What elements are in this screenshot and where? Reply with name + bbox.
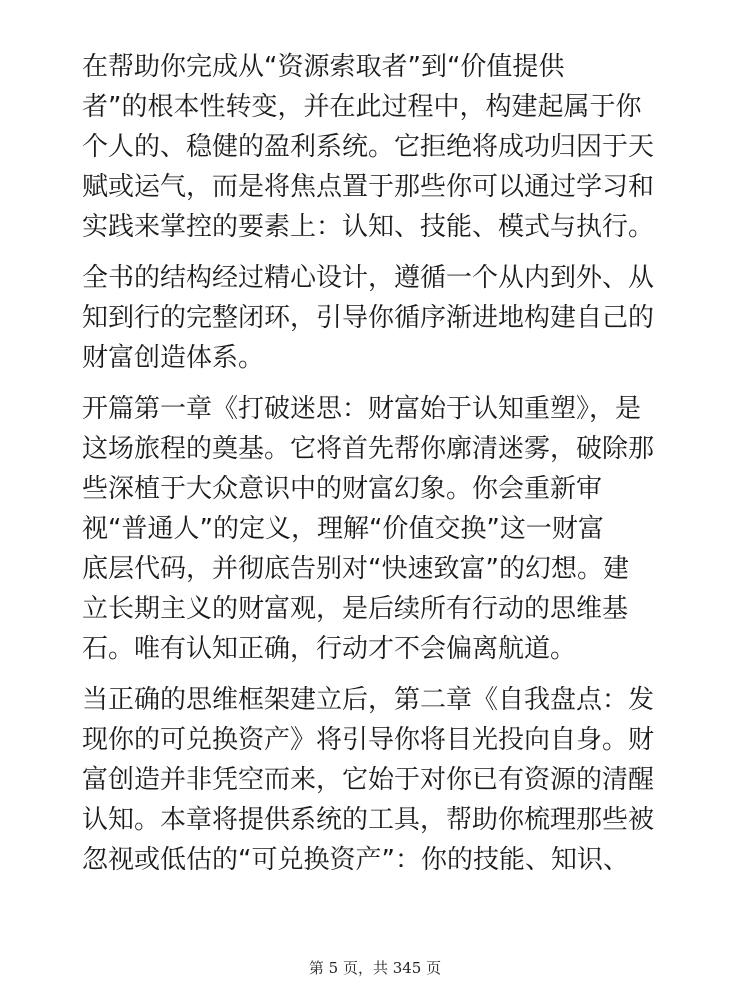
paragraph-1 bbox=[82, 47, 672, 247]
paragraph-3 bbox=[82, 389, 672, 669]
text-line: 这场旅程的奠基。它将首先帮你廓清迷雾，破除那 bbox=[82, 434, 655, 464]
text-line: 认知。本章将提供系统的工具，帮助你梳理那些被 bbox=[82, 805, 655, 835]
text-line: 些深植于大众意识中的财富幻象。你会重新审 bbox=[82, 474, 603, 504]
paragraph-2 bbox=[82, 258, 672, 378]
page-number-footer: 第 5 页，共 345 页 bbox=[308, 959, 442, 977]
text-line: 全书的结构经过精心设计，遵循一个从内到外、从 bbox=[82, 263, 655, 293]
text-line: 开篇第一章《打破迷思：财富始于认知重塑》，是 bbox=[82, 394, 642, 424]
text-line: 忽视或低估的“可兑换资产”：你的技能、知识、 bbox=[82, 845, 629, 875]
body-text bbox=[82, 47, 672, 891]
text-line: 知到行的完整闭环，引导你循序渐进地构建自己的 bbox=[82, 303, 655, 333]
text-line: 现你的可兑换资产》将引导你将目光投向自身。财 bbox=[82, 725, 655, 755]
text-line: 底层代码，并彻底告别对“快速致富”的幻想。建 bbox=[82, 554, 629, 584]
text-line: 赋或运气，而是将焦点置于那些你可以通过学习和 bbox=[82, 172, 655, 202]
text-line: 者”的根本性转变，并在此过程中，构建起属于你 bbox=[82, 92, 642, 122]
text-line: 在帮助你完成从“资源索取者”到“价值提供 bbox=[82, 52, 565, 82]
text-line: 视“普通人”的定义，理解“价值交换”这一财富 bbox=[82, 514, 604, 544]
text-line: 个人的、稳健的盈利系统。它拒绝将成功归因于天 bbox=[82, 132, 655, 162]
text-line: 富创造并非凭空而来，它始于对你已有资源的清醒 bbox=[82, 765, 655, 795]
text-line: 当正确的思维框架建立后，第二章《自我盘点：发 bbox=[82, 685, 655, 715]
paragraph-4 bbox=[82, 680, 672, 880]
text-line: 石。唯有认知正确，行动才不会偏离航道。 bbox=[82, 634, 577, 664]
text-line: 财富创造体系。 bbox=[82, 343, 265, 373]
text-line: 立长期主义的财富观，是后续所有行动的思维基 bbox=[82, 594, 629, 624]
text-line: 实践来掌控的要素上：认知、技能、模式与执行。 bbox=[82, 212, 655, 242]
